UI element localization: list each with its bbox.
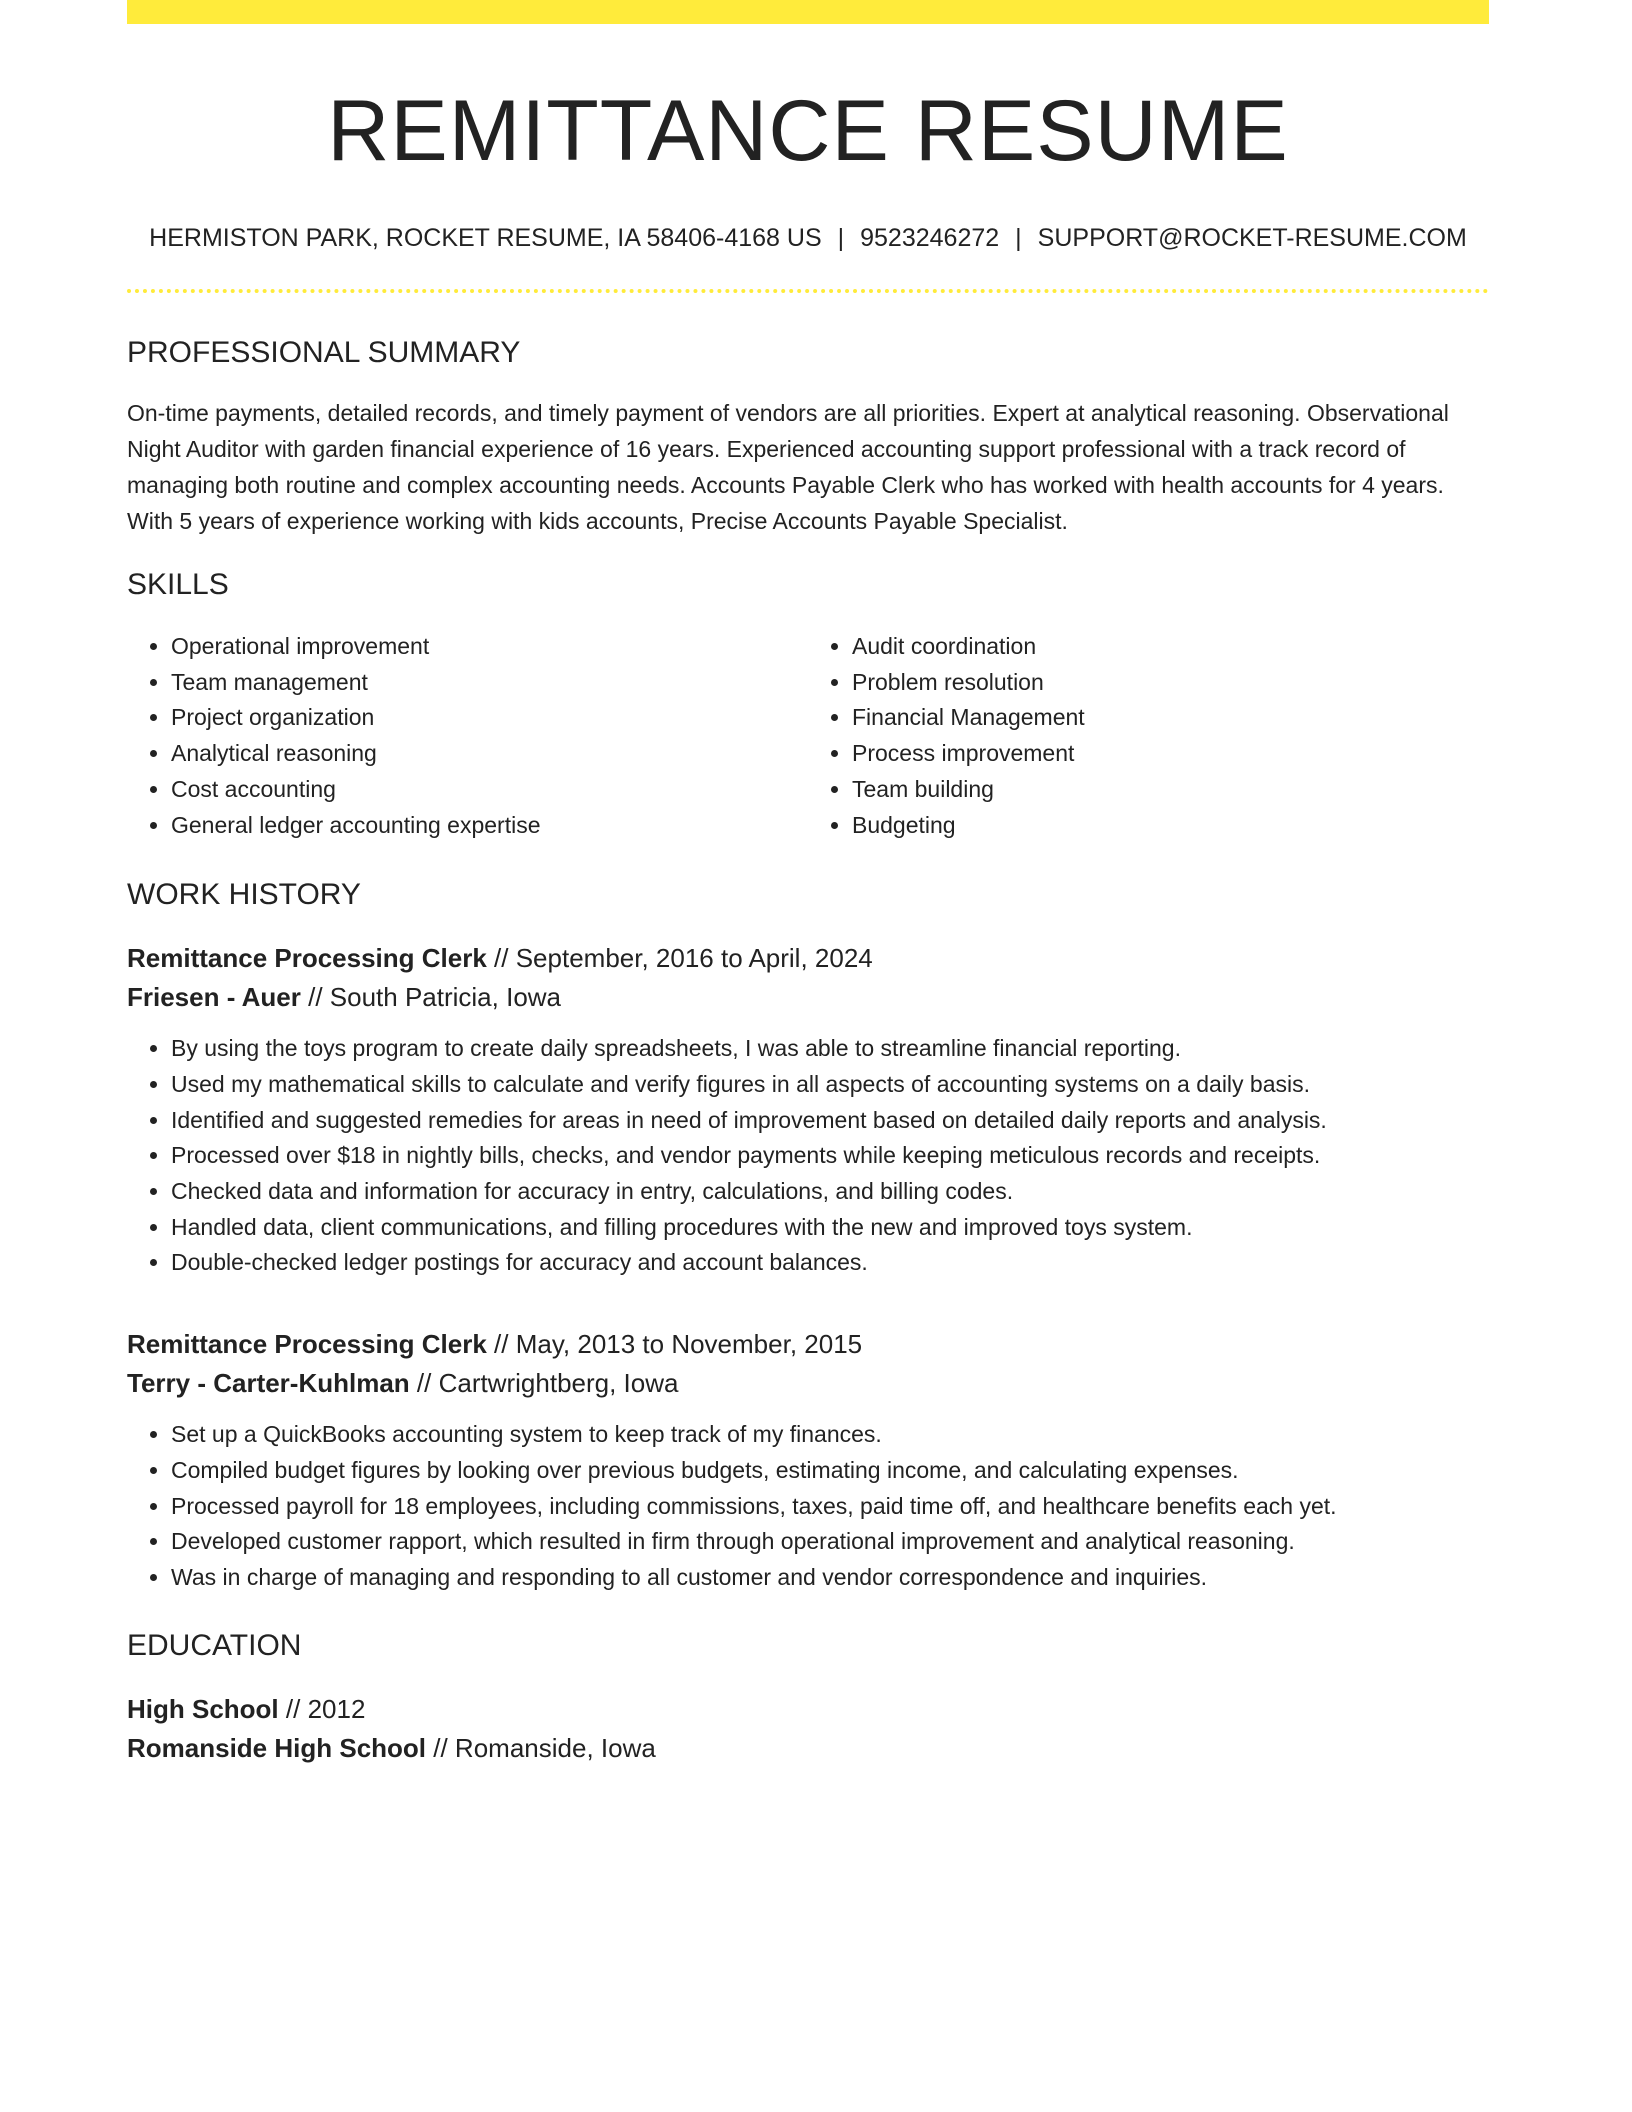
skill-item: • Process improvement — [852, 736, 1489, 772]
accent-top-bar — [127, 0, 1489, 24]
skill-item: • Operational improvement — [171, 629, 808, 665]
job-bullets — [127, 1417, 1489, 1596]
job-bullet: • Double-checked ledger postings for accuracy and account balances. — [171, 1245, 1489, 1281]
job-company: Terry - Carter-Kuhlman — [127, 1368, 410, 1399]
job-bullet: • Processed payroll for 18 employees, including commissions, taxes, paid time off, and healthcare benefits each yet. — [171, 1489, 1489, 1525]
resume-page — [127, 0, 1489, 1768]
skill-item: • Problem resolution — [852, 665, 1489, 701]
education-degree: High School — [127, 1693, 279, 1724]
job-bullet: • By using the toys program to create daily spreadsheets, I was able to streamline financial reporting. — [171, 1031, 1489, 1067]
skill-item: • Budgeting — [852, 808, 1489, 844]
job-location: // Cartwrightberg, Iowa — [416, 1368, 679, 1399]
job-bullets — [127, 1031, 1489, 1281]
job-company: Friesen - Auer — [127, 982, 301, 1013]
skills-lists — [127, 629, 1489, 843]
job-bullet: • Developed customer rapport, which resulted in firm through operational improvement and analytical reasoning. — [171, 1524, 1489, 1560]
education-year: // 2012 — [285, 1693, 366, 1724]
job-bullet: • Identified and suggested remedies for areas in need of improvement based on detailed daily reports and analysis. — [171, 1103, 1489, 1139]
skills-list-left — [127, 629, 808, 843]
education-degree-line — [127, 1690, 1489, 1729]
resume-title: REMITTANCE RESUME — [327, 83, 1289, 179]
education-entry — [127, 1690, 1489, 1768]
job-role-line — [127, 1325, 1489, 1364]
skill-item: • Cost accounting — [171, 772, 808, 808]
education-heading: EDUCATION — [127, 1628, 302, 1662]
job-location: // South Patricia, Iowa — [308, 982, 562, 1013]
job-role: Remittance Processing Clerk — [127, 1329, 487, 1360]
job-bullet: • Was in charge of managing and responding to all customer and vendor correspondence and inquiries. — [171, 1560, 1489, 1596]
skill-item: • Team building — [852, 772, 1489, 808]
education-school-line — [127, 1729, 1489, 1768]
job-entry — [127, 1325, 1489, 1596]
job-company-line — [127, 978, 1489, 1017]
contact-email: SUPPORT@ROCKET-RESUME.COM — [1037, 224, 1467, 252]
skill-item: • Financial Management — [852, 700, 1489, 736]
work-history-heading: WORK HISTORY — [127, 878, 361, 912]
contact-phone: 9523246272 — [860, 224, 1000, 252]
job-dates: // May, 2013 to November, 2015 — [494, 1329, 863, 1360]
skill-item: • Team management — [171, 665, 808, 701]
job-role-line — [127, 939, 1489, 978]
skills-heading: SKILLS — [127, 568, 229, 601]
job-bullet: • Compiled budget figures by looking over previous budgets, estimating income, and calculating expenses. — [171, 1453, 1489, 1489]
skill-item: • Project organization — [171, 700, 808, 736]
skills-list-right — [808, 629, 1489, 843]
summary-heading: PROFESSIONAL SUMMARY — [127, 336, 521, 369]
job-role: Remittance Processing Clerk — [127, 943, 487, 974]
contact-address: HERMISTON PARK, ROCKET RESUME, IA 58406-4168 US — [149, 224, 822, 252]
education-school: Romanside High School — [127, 1732, 427, 1763]
education-location: // Romanside, Iowa — [433, 1732, 656, 1763]
skill-item: • Audit coordination — [852, 629, 1489, 665]
job-company-line — [127, 1364, 1489, 1403]
job-bullet: • Used my mathematical skills to calculate and verify figures in all aspects of accounting systems on a daily basis. — [171, 1067, 1489, 1103]
job-bullet: • Set up a QuickBooks accounting system to keep track of my finances. — [171, 1417, 1489, 1453]
job-bullet: • Handled data, client communications, and filling procedures with the new and improved toys system. — [171, 1210, 1489, 1246]
skill-item: • General ledger accounting expertise — [171, 808, 808, 844]
summary-text: On-time payments, detailed records, and timely payment of vendors are all priorities. Expert at analytical reasoning. Observational Night Auditor with garden financial experience of 16 years. Experienced accounting support professional with a track record of managing both routine and complex accounting needs. Accounts Payable Clerk who has worked with health accounts for 4 years. With 5 years of experience working with kids accounts, Precise Accounts Payable Specialist. — [127, 400, 1449, 534]
job-bullet: • Processed over $18 in nightly bills, checks, and vendor payments while keeping meticulous records and receipts. — [171, 1138, 1489, 1174]
contact-line — [127, 224, 1489, 253]
dotted-divider — [127, 289, 1489, 293]
job-dates: // September, 2016 to April, 2024 — [494, 943, 873, 974]
job-bullet: • Checked data and information for accuracy in entry, calculations, and billing codes. — [171, 1174, 1489, 1210]
skill-item: • Analytical reasoning — [171, 736, 808, 772]
job-entry — [127, 939, 1489, 1281]
contact-separator: | — [837, 224, 845, 252]
contact-separator: | — [1015, 224, 1022, 252]
